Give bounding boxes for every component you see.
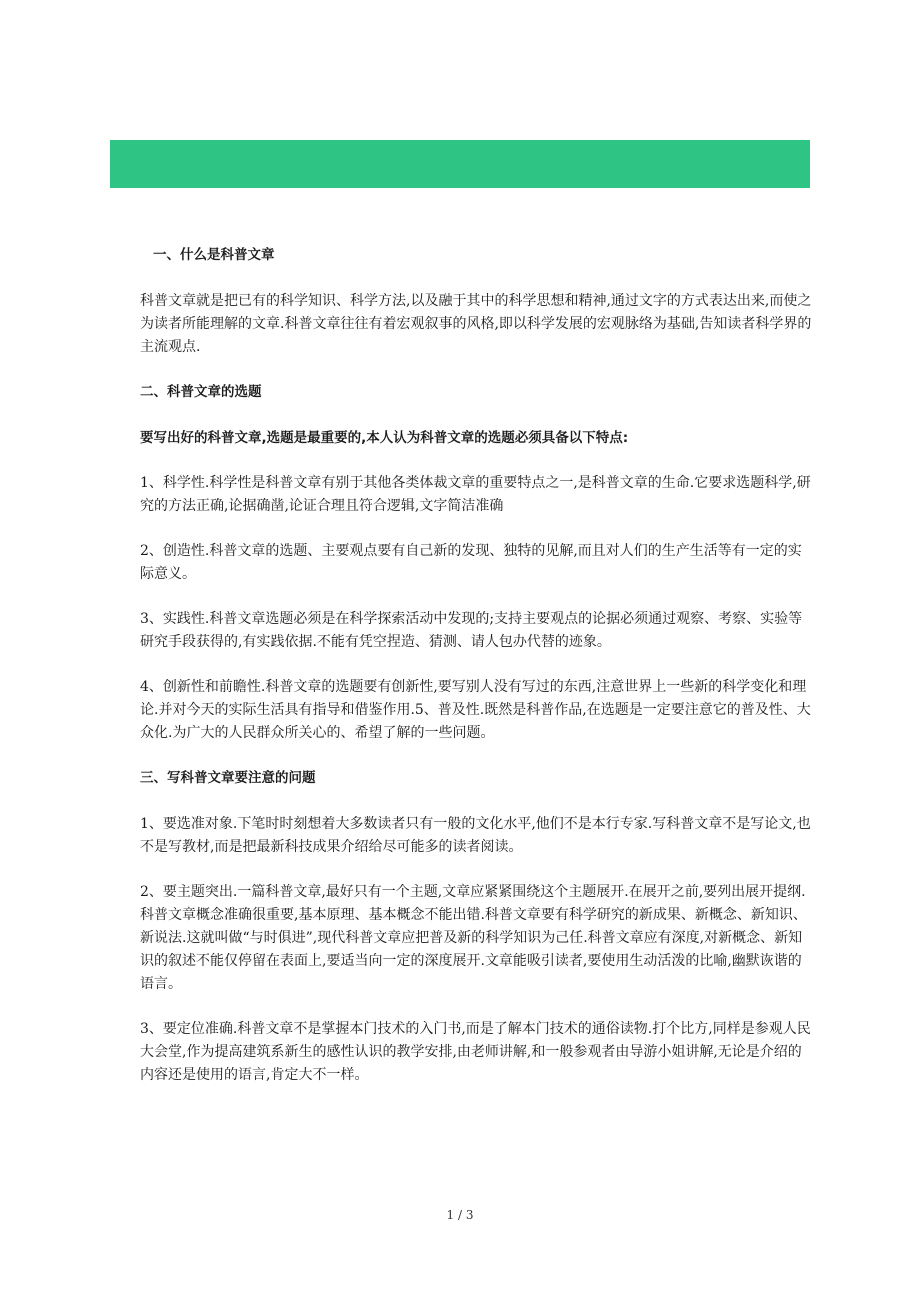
section-3-item-2: 2、要主题突出.一篇科普文章,最好只有一个主题,文章应紧紧围绕这个主题展开.在展开之前,要列出展开提纲.科普文章概念准确很重要,基本原理、基本概念不能出错.科普文章要有科学研究的新成果、新概念、新知识、新说法.这就叫做“与时俱进”,现代科普文章应把普及新的科学知识为己任.科普文章应有深度,对新概念、新知识的叙述不能仅停留在表面上,要适当向一定的深度展开.文章能吸引读者,要使用生动活泼的比喻,幽默诙谐的语言。 xyxy=(140,884,807,992)
section-3-item-3: 3、要定位准确.科普文章不是掌握本门技术的入门书,而是了解本门技术的通俗读物.打个比方,同样是参观人民大会堂,作为提高建筑系新生的感性认识的教学安排,由老师讲解,和一般参观者由导游小姐讲解,无论是介绍的内容还是使用的语言,肯定大不一样。 xyxy=(140,1021,811,1083)
section-2-item-2: 2、创造性.科普文章的选题、主要观点要有自己新的发现、独特的见解,而且对人们的生产生活等有一定的实际意义。 xyxy=(140,543,802,582)
header-banner xyxy=(110,140,810,188)
section-1-heading: 一、什么是科普文章 xyxy=(153,247,275,263)
section-2-lead: 要写出好的科普文章,选题是最重要的,本人认为科普文章的选题必须具备以下特点: xyxy=(140,430,629,446)
section-1-paragraph: 科普文章就是把已有的科学知识、科学方法,以及融于其中的科学思想和精神,通过文字的方式表达出来,而使之为读者所能理解的文章.科普文章往往有着宏观叙事的风格,即以科学发展的宏观脉络为基础,告知读者科学界的主流观点. xyxy=(140,293,812,355)
section-2-item-3: 3、实践性.科普文章选题必须是在科学探索活动中发现的;支持主要观点的论据必须通过观察、考察、实验等研究手段获得的,有实践依据.不能有凭空捏造、猜测、请人包办代替的迹象。 xyxy=(140,611,803,650)
section-3-heading: 三、写科普文章要注意的问题 xyxy=(140,770,316,786)
section-2-item-1: 1、科学性.科学性是科普文章有别于其他各类体裁文章的重要特点之一,是科普文章的生命.它要求选题科学,研究的方法正确,论据确凿,论证合理且符合逻辑,文字简洁准确 xyxy=(140,475,811,514)
section-2-heading: 二、科普文章的选题 xyxy=(140,384,262,400)
document-body xyxy=(140,244,812,1109)
section-2-item-4: 4、创新性和前瞻性.科普文章的选题要有创新性,要写别人没有写过的东西,注意世界上一些新的科学变化和理论.并对今天的实际生活具有指导和借鉴作用.5、普及性.既然是科普作品,在选题是一定要注意它的普及性、大众化.为广大的人民群众所关心的、希望了解的一些问题。 xyxy=(140,679,811,741)
section-3-item-1: 1、要选准对象.下笔时时刻想着大多数读者只有一般的文化水平,他们不是本行专家.写科普文章不是写论文,也不是写教材,而是把最新科技成果介绍给尽可能多的读者阅读。 xyxy=(140,816,811,855)
page-indicator: 1 / 3 xyxy=(446,1208,474,1222)
